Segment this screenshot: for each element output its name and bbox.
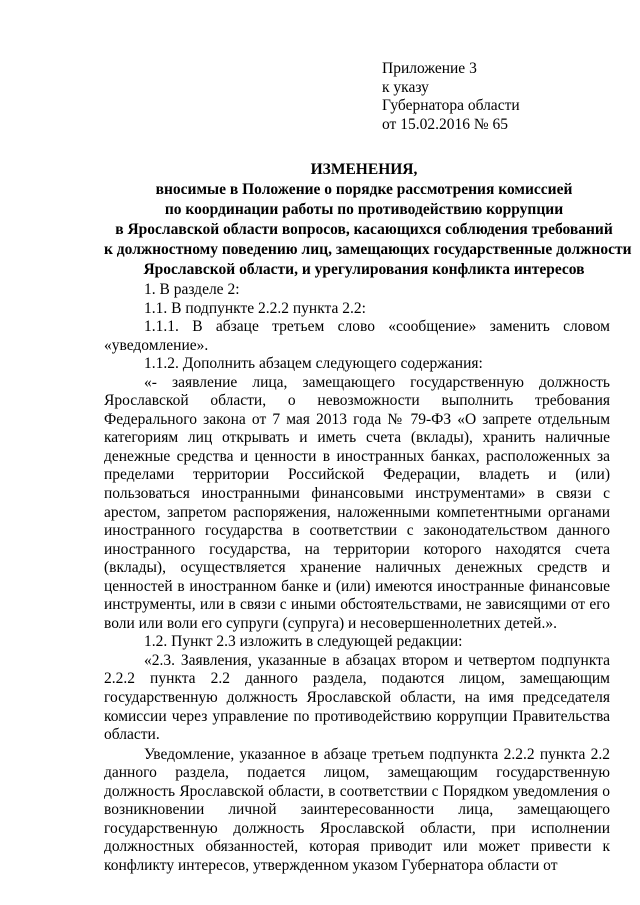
document-title (104, 160, 632, 280)
paragraph-notification: Уведомление, указанное в абзаце третьем подпункта 2.2.2 пункта 2.2 данного раздела, подается лицом, замещающим государственную должность Ярославской области, в соответствии с Порядком уведомления о возникновении личной заинтересованности лица, замещающего государственную должность Ярославской области, при исполнении должностных обязанностей, которая приводит или может привести к конфликту интересов, утвержденном указом Губернатора области от (104, 745, 610, 874)
appendix-line-governor: Губернатора области (382, 97, 520, 114)
paragraph-2-3: «2.3. Заявления, указанные в абзацах втором и четвертом подпункта 2.2.2 пункта 2.2 данного раздела, подаются лицом, замещающим государственную должность Ярославской области, на имя председателя комиссии через управление по противодействию коррупции Правительства области. (104, 651, 610, 744)
appendix-header (382, 60, 520, 134)
document-body (104, 281, 610, 876)
title-heading: ИЗМЕНЕНИЯ, (310, 161, 418, 178)
title-line: к должностному поведению лиц, замещающих государственные должности (104, 241, 632, 258)
appendix-line-number: Приложение 3 (382, 60, 477, 77)
title-line: по координации работы по противодействию коррупции (164, 201, 564, 218)
paragraph-1-1-2: 1.1.2. Дополнить абзацем следующего содержания: (144, 355, 483, 373)
appendix-line-decree: к указу (382, 78, 429, 96)
paragraph-section-2: 1. В разделе 2: (144, 281, 240, 298)
appendix-line-date: от 15.02.2016 № 65 (382, 115, 508, 133)
paragraph-new-clause: «- заявление лица, замещающего государственную должность Ярославской области, о невозможности выполнить требования Федерального закона от 7 мая 2013 года № 79-ФЗ «О запрете отдельным категориям лиц открывать и иметь счета (вклады), хранить наличные денежные средства и ценности в иностранных банках, расположенных за пределами территории Российской Федерации, владеть и (или) пользоваться иностранными финансовыми инструментами» в связи с арестом, запретом распоряжения, наложенными компетентными органами иностранного государства в соответствии с законодательством данного иностранного государства, на территории которого находятся счета (вклады), осуществляется хранение наличных денежных средств и ценностей в иностранном банке и (или) имеются иностранные финансовые инструменты, или в связи с иными обстоятельствами, не зависящими от его воли или воли его супруги (супруга) и несовершеннолетних детей.». (104, 373, 610, 632)
paragraph-1-1-1: 1.1.1. В абзаце третьем слово «сообщение» заменить словом «уведомление». (104, 318, 610, 354)
paragraph-1-2: 1.2. Пункт 2.3 изложить в следующей редакции: (144, 633, 463, 651)
title-line: вносимые в Положение о порядке рассмотрения комиссией (155, 181, 573, 198)
title-line: Ярославской области, и урегулирования конфликта интересов (143, 261, 585, 278)
title-line: в Ярославской области вопросов, касающихся соблюдения требований (115, 221, 613, 238)
paragraph-1-1: 1.1. В подпункте 2.2.2 пункта 2.2: (144, 299, 366, 317)
